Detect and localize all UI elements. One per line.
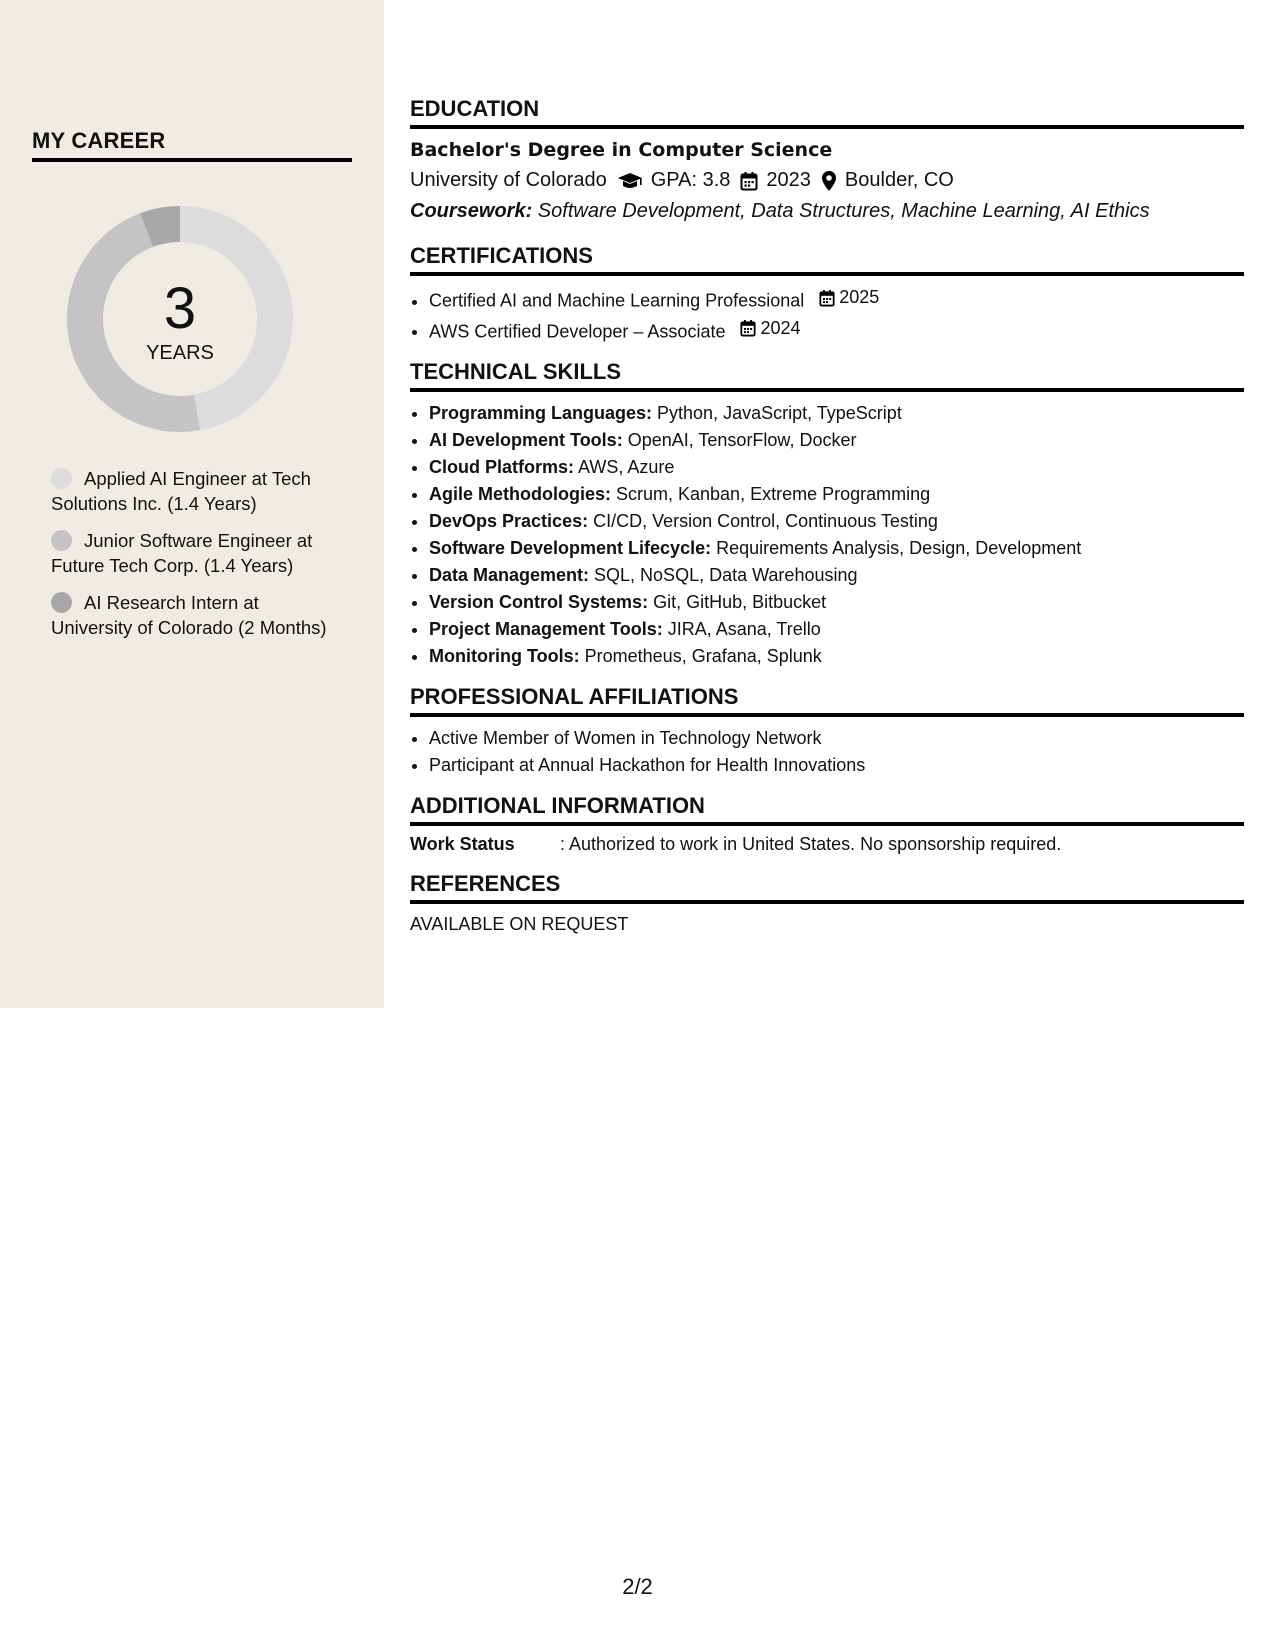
skill-label: Data Management: [429, 565, 590, 585]
skill-label: Monitoring Tools: [429, 646, 580, 666]
skill-item [429, 427, 1244, 454]
certification-year: 2024 [760, 317, 801, 338]
career-item-text: AI Research Intern at University of Colorado (2 Months) [51, 592, 327, 638]
skill-item [429, 589, 1244, 616]
skill-value: CI/CD, Version Control, Continuous Testing [588, 511, 938, 531]
certification-name: AWS Certified Developer – Associate [429, 321, 726, 341]
career-legend [51, 466, 331, 652]
skill-value: Prometheus, Grafana, Splunk [579, 646, 822, 666]
career-donut-chart [66, 205, 294, 433]
gpa: GPA: 3.8 [650, 169, 731, 191]
graduation-year: 2023 [766, 169, 811, 191]
main-content [410, 0, 1244, 935]
work-status-value: : Authorized to work in United States. No sponsorship required. [560, 834, 1062, 854]
skill-value: Scrum, Kanban, Extreme Programming [611, 484, 931, 504]
skill-value: SQL, NoSQL, Data Warehousing [589, 565, 858, 585]
certification-item [429, 315, 1244, 346]
skill-label: AI Development Tools: [429, 430, 623, 450]
skill-item [429, 454, 1244, 481]
total-years-value: 3 [163, 275, 197, 341]
education-section [410, 96, 1244, 223]
total-years-label: YEARS [146, 341, 214, 364]
career-item [51, 590, 331, 640]
career-title: MY CAREER [32, 128, 352, 162]
affiliations-section [410, 684, 1244, 779]
coursework-label: Coursework: [410, 200, 533, 222]
skill-item [429, 616, 1244, 643]
location-pin-icon [821, 170, 837, 192]
skill-label: Project Management Tools: [429, 619, 663, 639]
skill-label: Agile Methodologies: [429, 484, 611, 504]
skill-value: Python, JavaScript, TypeScript [652, 403, 902, 423]
legend-dot-icon [51, 592, 72, 613]
certifications-section [410, 243, 1244, 345]
certifications-list [410, 284, 1244, 345]
skill-value: OpenAI, TensorFlow, Docker [622, 430, 857, 450]
education-details [410, 169, 1244, 192]
education-title: EDUCATION [410, 96, 1244, 129]
skill-label: Software Development Lifecycle: [429, 538, 712, 558]
legend-dot-icon [51, 530, 72, 551]
skill-label: Cloud Platforms: [429, 457, 575, 477]
affiliations-list [410, 725, 1244, 779]
coursework-list: Software Development, Data Structures, Machine Learning, AI Ethics [532, 200, 1150, 222]
skill-label: Programming Languages: [429, 403, 653, 423]
career-sidebar [0, 0, 384, 1008]
career-item [51, 528, 331, 578]
career-item-text: Applied AI Engineer at Tech Solutions Inc. (1.4 Years) [51, 468, 311, 514]
work-status-row [410, 834, 1244, 855]
skill-value: AWS, Azure [574, 457, 675, 477]
career-item [51, 466, 331, 516]
skill-label: Version Control Systems: [429, 592, 649, 612]
skill-value: JIRA, Asana, Trello [662, 619, 821, 639]
calendar-icon [740, 319, 756, 337]
affiliation-item: • Active Member of Women in Technology Network [429, 725, 1244, 752]
skills-list [410, 400, 1244, 670]
school-name: University of Colorado [410, 169, 607, 191]
skill-value: Requirements Analysis, Design, Development [711, 538, 1082, 558]
certification-item [429, 284, 1244, 315]
references-section [410, 871, 1244, 935]
skill-item [429, 400, 1244, 427]
skill-item [429, 481, 1244, 508]
references-title: REFERENCES [410, 871, 1244, 904]
skill-label: DevOps Practices: [429, 511, 589, 531]
coursework [410, 200, 1244, 223]
skills-title: TECHNICAL SKILLS [410, 359, 1244, 392]
skill-item [429, 535, 1244, 562]
skill-value: Git, GitHub, Bitbucket [648, 592, 827, 612]
work-status-label: Work Status [410, 834, 515, 854]
additional-info-section [410, 793, 1244, 855]
skill-item [429, 643, 1244, 670]
affiliation-item: • Participant at Annual Hackathon for Health Innovations [429, 752, 1244, 779]
affiliations-title: PROFESSIONAL AFFILIATIONS [410, 684, 1244, 717]
legend-dot-icon [51, 468, 72, 489]
additional-info-title: ADDITIONAL INFORMATION [410, 793, 1244, 826]
skill-item [429, 562, 1244, 589]
graduation-cap-icon [617, 171, 643, 191]
donut-center [66, 205, 294, 433]
career-item-text: Junior Software Engineer at Future Tech Corp. (1.4 Years) [51, 530, 313, 576]
certification-name: Certified AI and Machine Learning Professional [429, 290, 805, 311]
degree-title: Bachelor's Degree in Computer Science [410, 139, 833, 161]
page-number: 2/2 [622, 1574, 653, 1599]
certification-year: 2025 [839, 287, 880, 307]
skill-item [429, 508, 1244, 535]
skills-section [410, 359, 1244, 670]
certifications-title: CERTIFICATIONS [410, 243, 1244, 276]
location: Boulder, CO [844, 169, 954, 191]
calendar-icon [819, 289, 835, 307]
references-text: AVAILABLE ON REQUEST [410, 914, 629, 934]
calendar-icon [740, 171, 758, 191]
